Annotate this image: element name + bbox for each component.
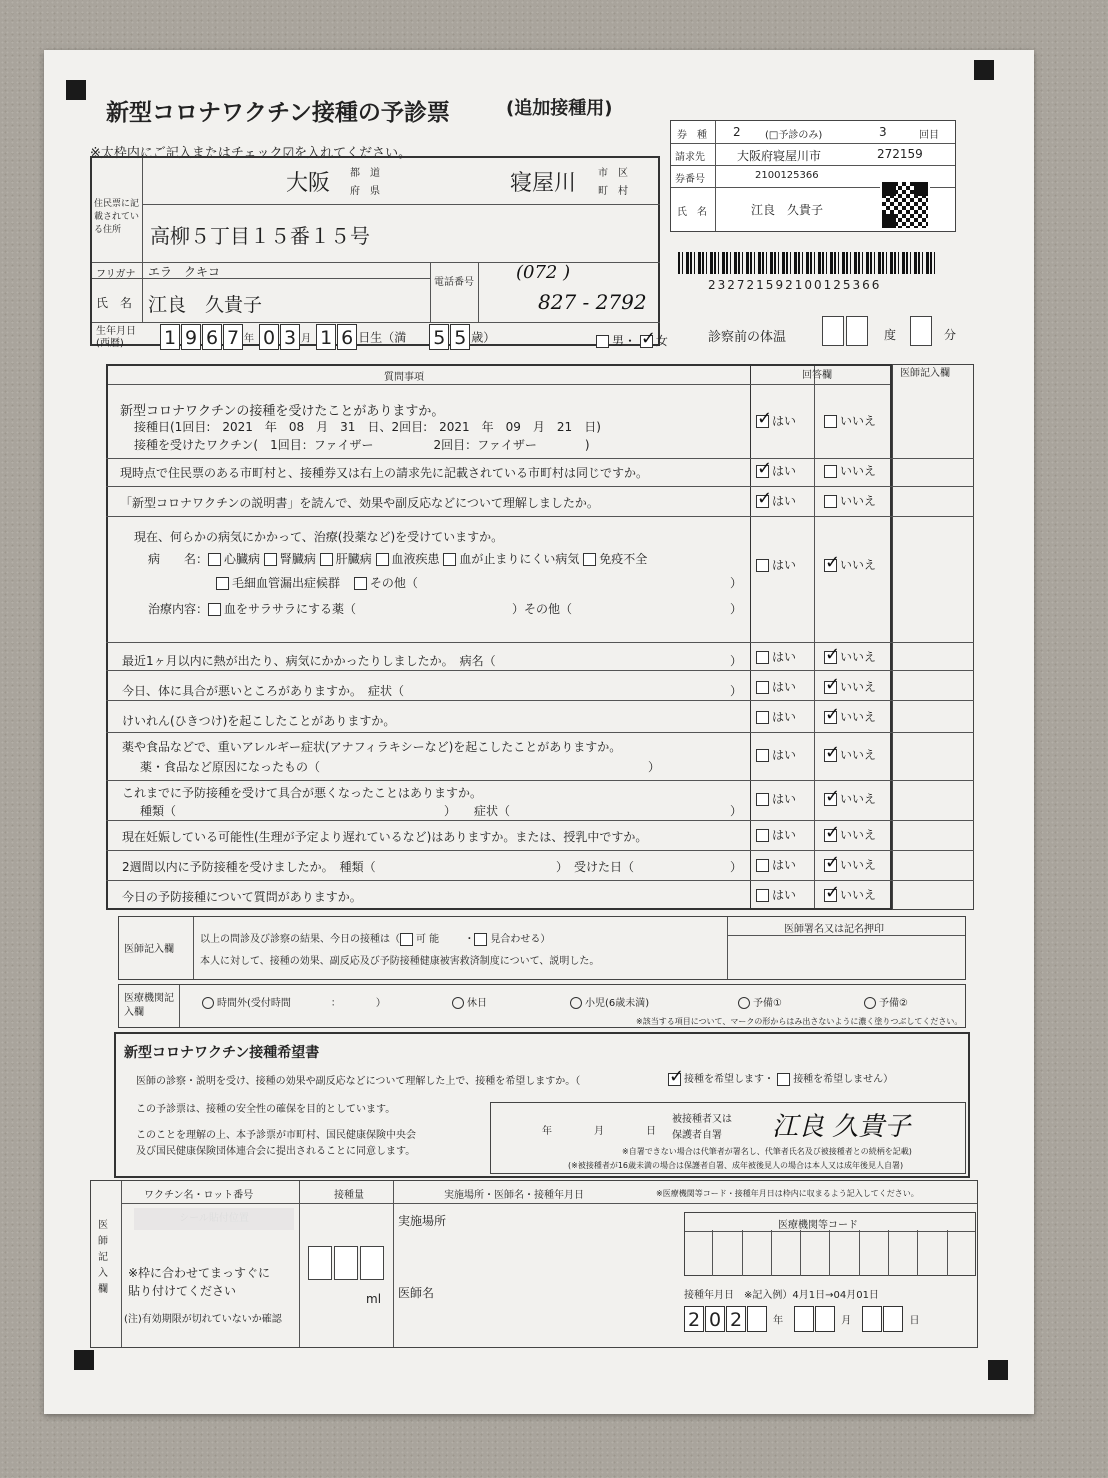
q11-no-checkbox[interactable]: [824, 859, 837, 872]
q8-text: 薬や食品などで、重いアレルギー症状(アナフィラキシーなど)を起こしたことがありますか。: [122, 740, 622, 754]
phone-number: 827 - 2792: [538, 290, 647, 314]
q3-no: [824, 492, 876, 509]
personal-info-box: [90, 156, 660, 349]
answer-header: 回答欄: [802, 370, 832, 381]
q9-yes: [756, 790, 796, 807]
doctor-column: [892, 364, 974, 910]
consent-note-2: (※被接種者が16歳未満の場合は保護者自署、成年被後見人の場合は本人又は成年後見人自署): [568, 1161, 904, 1170]
treatment-checkbox[interactable]: [208, 603, 221, 616]
want-checkbox[interactable]: [668, 1073, 681, 1086]
barcode: [678, 252, 938, 274]
dob-month-digit: 0: [259, 324, 279, 350]
option-circle[interactable]: [738, 997, 750, 1009]
disease-checkbox[interactable]: [376, 553, 389, 566]
q4-treatment: [148, 600, 356, 617]
clinic-option-2: [452, 994, 487, 1009]
ken-label: 券 種: [677, 130, 707, 141]
option-circle[interactable]: [570, 997, 582, 1009]
disease-option: 毛細血管漏出症候群: [232, 576, 341, 590]
vaccine-prescreening-form: [44, 50, 1034, 1414]
disease-checkbox[interactable]: [264, 553, 277, 566]
place-label: 実施場所: [398, 1214, 447, 1228]
consent-line4: 及び国民健康保険団体連合会に提出されることに同意します。: [136, 1146, 416, 1157]
name: 江良 久貴子: [148, 294, 263, 316]
month-label: 月: [841, 1315, 852, 1327]
yes-label: はい: [772, 464, 797, 478]
q2-no-checkbox[interactable]: [824, 465, 837, 478]
consent-line2: この予診票は、接種の安全性の確保を目的としています。: [136, 1104, 396, 1115]
instruction: ※太枠内にご記入またはチェック☑を入れてください。: [90, 146, 412, 161]
q1-no: [824, 412, 876, 429]
clinic-option-5: [864, 994, 908, 1009]
q1-yes-checkbox[interactable]: [756, 415, 769, 428]
disease-option: 血液疾患: [391, 552, 440, 566]
female-checkbox[interactable]: [640, 335, 653, 348]
q7-no-checkbox[interactable]: [824, 711, 837, 724]
disease-checkbox[interactable]: [583, 553, 596, 566]
option-label: 予備②: [879, 998, 908, 1009]
disease-checkbox[interactable]: [208, 553, 221, 566]
q8-yes: [756, 746, 796, 763]
q9-sub1: 種類（: [140, 804, 177, 818]
code-label: 医療機関等コード: [778, 1220, 858, 1231]
q2-yes-checkbox[interactable]: [756, 465, 769, 478]
q2-yes: [756, 462, 796, 479]
doctor-name-label: 医師名: [398, 1286, 435, 1300]
no-label: いいえ: [840, 494, 877, 508]
seikyusaki-code: 272159: [877, 147, 923, 161]
option-label: 小児(6歳未満): [585, 998, 650, 1009]
male-checkbox[interactable]: [596, 335, 609, 348]
no-label: いいえ: [840, 888, 877, 902]
yoshin-only: (□予診のみ): [765, 130, 823, 141]
q8-yes-checkbox[interactable]: [756, 749, 769, 762]
barcode-number: 23272159210012536​6: [708, 278, 882, 292]
q4-yes-checkbox[interactable]: [756, 559, 769, 572]
questions-header: 質問事項: [384, 372, 424, 383]
q10-yes: [756, 826, 796, 843]
dob-year-digit: 1: [160, 324, 180, 350]
q9-yes-checkbox[interactable]: [756, 793, 769, 806]
kaime-num: 3: [879, 125, 887, 139]
paste-instruction-2: 貼り付けてください: [128, 1284, 237, 1298]
q11-no: [824, 856, 876, 873]
disease-checkbox[interactable]: [443, 553, 456, 566]
q9-sub2: ） 症状（: [444, 804, 511, 818]
disease-option: 血が止まりにくい病気: [459, 552, 580, 566]
q11-yes: [756, 856, 796, 873]
q5-close: ）: [730, 654, 743, 668]
miawase-checkbox[interactable]: [474, 933, 487, 946]
q6-no-checkbox[interactable]: [824, 681, 837, 694]
doctor-header: 医師記入欄: [900, 368, 950, 379]
dob-day-digit: 1: [316, 324, 336, 350]
ticket-name-label: 氏 名: [677, 207, 707, 218]
place-header: 実施場所・医師名・接種年月日: [444, 1190, 584, 1201]
yes-label: はい: [772, 710, 797, 724]
yes-label: はい: [772, 680, 797, 694]
dob-label: 生年月日(西暦): [96, 326, 136, 349]
year-digit: 2: [726, 1306, 746, 1332]
yes-label: はい: [772, 414, 797, 428]
option-circle[interactable]: [452, 997, 464, 1009]
no-label: いいえ: [840, 558, 877, 572]
disease-option: 腎臓病: [279, 552, 316, 566]
city-suffix-top: 市 区: [598, 168, 628, 179]
q11-text: 2週間以内に予防接種を受けましたか。 種類（: [122, 860, 376, 874]
q8-no: [824, 746, 876, 763]
doctor-line1: 以上の問診及び診察の結果、今日の接種は（: [200, 934, 400, 945]
disease-label: 病 名：: [148, 552, 209, 566]
kenbango-label: 券番号: [675, 174, 705, 185]
q10-yes-checkbox[interactable]: [756, 829, 769, 842]
q5-no-checkbox[interactable]: [824, 651, 837, 664]
amount-digit-box[interactable]: [308, 1246, 332, 1280]
day-digit-blank[interactable]: [883, 1306, 903, 1332]
injection-date: [684, 1306, 919, 1332]
q7-yes-checkbox[interactable]: [756, 711, 769, 724]
kenbango-value: 2100125366: [755, 170, 819, 181]
doctor-sign-label: 医師署名又は記名押印: [784, 924, 884, 935]
phone-label: 電話番号: [434, 277, 474, 288]
no-label: いいえ: [840, 828, 877, 842]
q4-no-checkbox[interactable]: [824, 559, 837, 572]
q12-no: [824, 886, 876, 903]
clinic-label: 医療機関記入欄: [124, 993, 174, 1018]
city: 寝屋川: [510, 171, 577, 196]
year-digit-blank[interactable]: [747, 1306, 767, 1332]
q6-close: ）: [730, 684, 743, 698]
ml-label: ml: [366, 1292, 382, 1306]
seal-position: シール貼付位置: [134, 1208, 294, 1230]
q11-yes-checkbox[interactable]: [756, 859, 769, 872]
q6-no: [824, 678, 876, 695]
q4-diseases-2: [216, 574, 418, 591]
yes-label: はい: [772, 494, 797, 508]
registration-mark: [988, 1360, 1008, 1380]
q10-no: [824, 826, 876, 843]
option-label: 予備①: [753, 998, 782, 1009]
option-circle[interactable]: [202, 997, 214, 1009]
clinic-option-1: [202, 994, 386, 1009]
q6-text: 今日、体に具合が悪いところがありますか。 症状（: [122, 684, 405, 698]
consent-note-1: ※自署できない場合は代筆者が署名し、代筆者氏名及び被接種者との続柄を記載): [622, 1147, 912, 1156]
no-label: いいえ: [840, 650, 877, 664]
furigana: エラ クキコ: [148, 265, 221, 279]
dob-year-digit: 7: [223, 324, 243, 350]
age-digit: 5: [450, 324, 470, 350]
q4-diseases: [148, 550, 647, 567]
form-subtitle: (追加接種用): [506, 98, 613, 119]
month-digit-blank[interactable]: [815, 1306, 835, 1332]
q9-text: これまでに予防接種を受けて具合が悪くなったことはありますか。: [122, 786, 483, 800]
name-label: 氏 名: [96, 296, 133, 310]
q4-close: ）: [730, 576, 743, 590]
bottom-note: ※医療機関等コード・接種年月日は枠内に収まるよう記入してください。: [656, 1189, 919, 1198]
q3-yes-checkbox[interactable]: [756, 495, 769, 508]
ticket-name-value: 江良 久貴子: [751, 203, 824, 217]
disease-checkbox[interactable]: [216, 577, 229, 590]
dob-month-digit: 3: [280, 324, 300, 350]
ken-value: 2: [733, 125, 741, 139]
q7-yes: [756, 708, 796, 725]
option-label: 休日: [467, 998, 487, 1009]
q4-treatment-other: ）その他（: [512, 602, 573, 616]
date-day-label: 日: [646, 1126, 656, 1137]
kanou-checkbox[interactable]: [400, 933, 413, 946]
q5-yes: [756, 648, 796, 665]
dob-year-digit: 9: [181, 324, 201, 350]
disease-checkbox[interactable]: [320, 553, 333, 566]
year-digit: 0: [705, 1306, 725, 1332]
date-month-label: 月: [594, 1126, 604, 1137]
month-label: 月: [301, 333, 312, 345]
no-label: いいえ: [840, 710, 877, 724]
doctor-line2: 本人に対して、接種の効果、副反応及び予防接種健康被害救済制度について、説明した。: [200, 956, 600, 967]
clinic-note: ※該当する項目について、マークの形からはみ出さないように濃く塗りつぶしてください。: [636, 1017, 963, 1026]
q5-yes-checkbox[interactable]: [756, 651, 769, 664]
q8-no-checkbox[interactable]: [824, 749, 837, 762]
q8-sub: 薬・食品など原因になったもの（: [140, 760, 321, 774]
amount-digit-box[interactable]: [360, 1246, 384, 1280]
q12-no-checkbox[interactable]: [824, 889, 837, 902]
consent-choices: [668, 1070, 893, 1086]
disease-checkbox[interactable]: [354, 577, 367, 590]
q5-no: [824, 648, 876, 665]
q9-close: ）: [730, 804, 743, 818]
q3-yes: [756, 492, 796, 509]
temp-label: 診察前の体温: [708, 330, 787, 345]
q1-no-checkbox[interactable]: [824, 415, 837, 428]
q8-close: ）: [648, 760, 661, 774]
treatment-option: 血をサラサラにする薬（: [224, 602, 357, 616]
registration-mark: [974, 60, 994, 80]
date-year-label: 年: [542, 1126, 552, 1137]
kaime-label: 回目: [919, 130, 939, 141]
seikyusaki-value: 大阪府寝屋川市: [737, 149, 822, 163]
q3-no-checkbox[interactable]: [824, 495, 837, 508]
no-label: いいえ: [840, 464, 877, 478]
q10-text: 現在妊娠している可能性(生理が予定より遅れているなど)はありますか。または、授乳中ですか。: [122, 830, 648, 844]
q12-yes: [756, 886, 796, 903]
q1-text: 新型コロナワクチンの接種を受けたことがありますか。: [120, 404, 445, 419]
no-label: いいえ: [840, 792, 877, 806]
q4-no: [824, 556, 876, 573]
temp-box[interactable]: [846, 316, 868, 346]
option-label: 時間外(受付時間 ： ）: [217, 998, 386, 1009]
year-label: 年: [773, 1315, 784, 1327]
pref-suffix-bottom: 府 県: [350, 186, 380, 197]
yes-label: はい: [772, 792, 797, 806]
registration-mark: [74, 1350, 94, 1370]
sign-label-2: 保護者自署: [672, 1130, 722, 1141]
no-label: いいえ: [840, 414, 877, 428]
disease-option: その他（: [369, 576, 418, 590]
male-label: 男・: [612, 334, 637, 348]
q3-text: 「新型コロナワクチンの説明書」を読んで、効果や副反応などについて理解しましたか。: [120, 496, 599, 510]
amount-digit-box[interactable]: [334, 1246, 358, 1280]
q12-yes-checkbox[interactable]: [756, 889, 769, 902]
pref-suffix-top: 都 道: [350, 168, 380, 179]
temp-min-label: 分: [944, 328, 957, 342]
q9-no-checkbox[interactable]: [824, 793, 837, 806]
q6-yes: [756, 678, 796, 695]
form-title: 新型コロナワクチン接種の予診票: [106, 100, 450, 126]
notwant-checkbox[interactable]: [777, 1073, 790, 1086]
yes-label: はい: [772, 828, 797, 842]
q1-vaccine: 接種を受けたワクチン( 1回目：ファイザー 2回目：ファイザー ): [134, 438, 590, 452]
paste-instruction-1: ※枠に合わせてまっすぐに: [128, 1266, 271, 1280]
q11-sub: ） 受けた日（: [556, 860, 635, 874]
expiry-check: (注)有効期限が切れていないか確認: [124, 1314, 282, 1325]
day-label: 日生（満: [358, 330, 407, 345]
female-label: 女: [655, 334, 668, 348]
q9-no: [824, 790, 876, 807]
phone-area: (072 ): [516, 262, 571, 283]
temp-box[interactable]: [822, 316, 844, 346]
q7-no: [824, 708, 876, 725]
temp-deg-label: 度: [884, 328, 897, 342]
q5-text: 最近1ヶ月以内に熱が出たり、病気にかかったりしましたか。 病名（: [122, 654, 496, 668]
disease-option: 免疫不全: [599, 552, 648, 566]
consent-title: 新型コロナワクチン接種希望書: [124, 1045, 320, 1061]
kanou-label: 可 能: [416, 934, 440, 945]
sign-label-1: 被接種者又は: [672, 1114, 732, 1125]
doctor-judgment-line: 以上の問診及び診察の結果、今日の接種は（ 可 能 ・ 見合わせる）: [200, 934, 551, 945]
q7-text: けいれん(ひきつけ)を起こしたことがありますか。: [122, 714, 396, 728]
year-digit: 2: [684, 1306, 704, 1332]
dob-year: [160, 324, 495, 350]
sex-selection: [596, 332, 668, 349]
q1-yes: [756, 412, 796, 429]
q4-close-2: ）: [730, 602, 743, 616]
clinic-option-3: [570, 994, 649, 1009]
age-digit: 5: [429, 324, 449, 350]
q6-yes-checkbox[interactable]: [756, 681, 769, 694]
temp-box[interactable]: [910, 316, 932, 346]
q11-close: ）: [730, 860, 743, 874]
no-label: いいえ: [840, 858, 877, 872]
address-label: 住民票に記載されている住所: [94, 199, 140, 235]
age-label: 歳）: [471, 330, 496, 345]
year-label: 年: [244, 333, 254, 345]
yes-label: はい: [772, 888, 797, 902]
qr-code: [880, 180, 930, 230]
street-address: 高柳５丁目１５番１５号: [150, 224, 370, 248]
bottom-side-label: 医師記入欄: [98, 1220, 108, 1295]
yes-label: はい: [772, 858, 797, 872]
q4-yes: [756, 556, 796, 573]
day-digit-blank[interactable]: [862, 1306, 882, 1332]
yes-label: はい: [772, 558, 797, 572]
dob-year-digit: 6: [202, 324, 222, 350]
no-label: いいえ: [840, 748, 877, 762]
consent-line3: このことを理解の上、本予診票が市町村、国民健康保険中央会: [136, 1130, 416, 1141]
code-cells[interactable]: [684, 1230, 976, 1276]
want-label: 接種を希望します・: [684, 1074, 774, 1085]
vaccine-lot-header: ワクチン名・ロット番号: [144, 1190, 254, 1201]
furigana-label: フリガナ: [96, 269, 136, 280]
dob-day-digit: 6: [337, 324, 357, 350]
day-label: 日: [909, 1315, 920, 1327]
no-label: いいえ: [840, 680, 877, 694]
treatment-label: 治療内容：: [148, 602, 209, 616]
q10-no-checkbox[interactable]: [824, 829, 837, 842]
doctor-box-label: 医師記入欄: [124, 944, 174, 955]
q1-dates: 接種日(1回目: 2021 年 08 月 31 日、2回目: 2021 年 09 月 21 日): [134, 420, 601, 434]
q12-text: 今日の予防接種について質問がありますか。: [122, 890, 362, 904]
yes-label: はい: [772, 748, 797, 762]
notwant-label: 接種を希望しません）: [793, 1074, 894, 1085]
option-circle[interactable]: [864, 997, 876, 1009]
registration-mark: [66, 80, 86, 100]
date-example: 接種年月日 ※記入例）4月1日→04月01日: [684, 1290, 879, 1301]
q2-no: [824, 462, 876, 479]
q2-text: 現時点で住民票のある市町村と、接種券又は右上の請求先に記載されている市町村は同じですか。: [120, 466, 649, 480]
yes-label: はい: [772, 650, 797, 664]
prefecture: 大阪: [286, 171, 331, 196]
q4-text: 現在、何らかの病気にかかって、治療(投薬など)を受けていますか。: [134, 530, 504, 544]
disease-option: 心臓病: [224, 552, 261, 566]
month-digit-blank[interactable]: [794, 1306, 814, 1332]
miawase-label: 見合わせる）: [490, 934, 551, 945]
amount-header: 接種量: [334, 1190, 364, 1201]
disease-option: 肝臓病: [335, 552, 372, 566]
seikyusaki-label: 請求先: [675, 152, 705, 163]
city-suffix-bottom: 町 村: [598, 186, 628, 197]
consent-line1: 医師の診察・説明を受け、接種の効果や副反応などについて理解した上で、接種を希望しますか。（: [136, 1076, 581, 1087]
patient-signature: 江良 久貴子: [772, 1112, 911, 1142]
clinic-option-4: [738, 994, 782, 1009]
